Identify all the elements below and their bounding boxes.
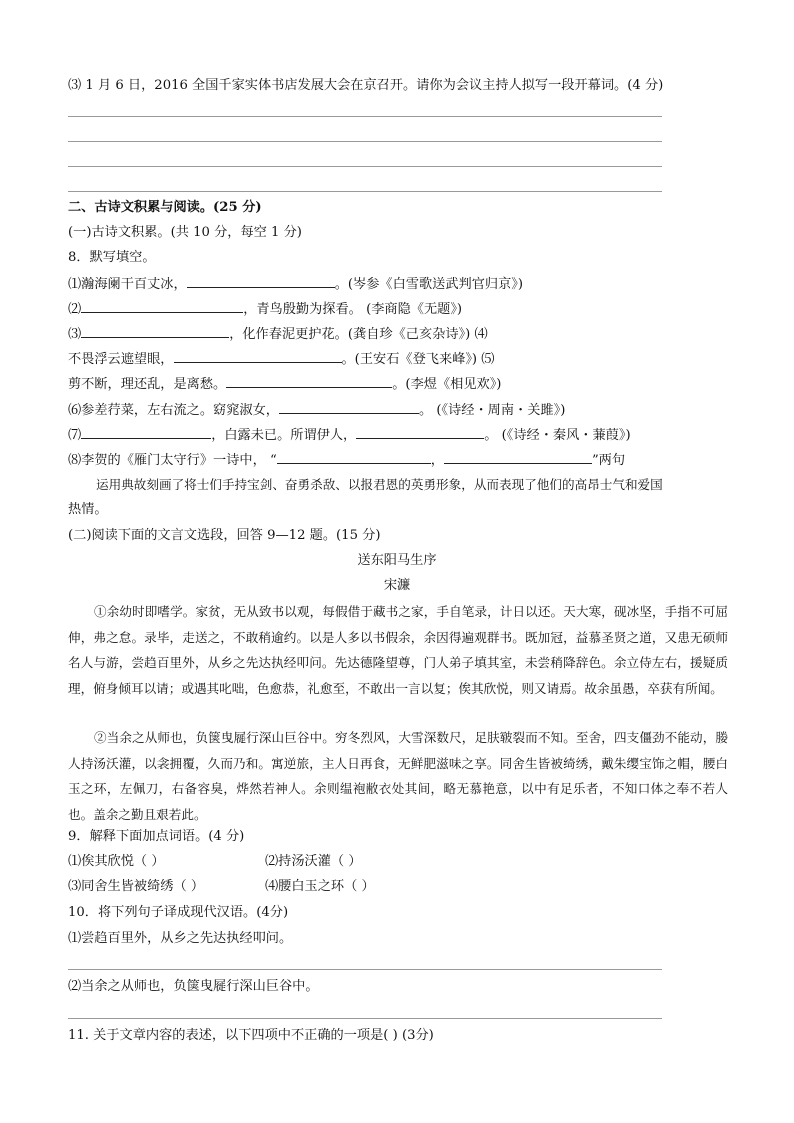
passage-paragraph-1: ①余幼时即嗜学。家贫，无从致书以观，每假借于藏书之家，手自笔录，计日以还。天大寒，砚冰坚，手指不可屈伸，弗之怠。录毕，走送之，不敢稍逾约。以是人多以书假余，余因得遍观群书。既加冠，益慕圣贤之道，又患无硕师名人与游，尝趋百里外，从乡之先达执经叩问。先达德隆望尊，门人弟子填其室，未尝稍降辞色。余立侍左右，援疑质理，俯身倾耳以请；或遇其叱咄，色愈恭，礼愈至，不敢出一言以复；俟其欣悦，则又请焉。故余虽愚，卒获有所闻。 (68, 604, 728, 696)
fill-blank[interactable] (277, 450, 431, 464)
fill-text: ⑵ (68, 302, 82, 317)
part-2-heading: (二)阅读下面的文言文选段，回答 9—12 题。(15 分) (68, 528, 381, 543)
fill-line-4 (68, 349, 494, 370)
question-8-title: 8．默写填空。 (68, 250, 156, 265)
fill-text: 。(王安石《登飞来峰》) ⑸ (341, 352, 495, 367)
section-2-title: 二、古诗文积累与阅读。(25 分) (68, 200, 262, 215)
fill-line-7 (68, 425, 631, 446)
fill-line-6 (68, 400, 565, 421)
question-9-title: 9．解释下面加点词语。(4 分) (68, 829, 245, 844)
fill-text: ⑹参差荇菜，左右流之。窈窕淑女， (68, 403, 279, 418)
answer-line (68, 116, 662, 117)
fill-text: ⑻李贺的《雁门太守行》一诗中， “ (68, 453, 277, 468)
fill-text: 。(岑参《白雪歌送武判官归京》) (334, 277, 524, 292)
fill-text: ， (430, 453, 444, 468)
question-9-item-2: ⑵持汤沃灌（ ） (265, 854, 362, 869)
fill-blank[interactable] (174, 349, 342, 363)
fill-blank[interactable] (81, 324, 229, 338)
fill-line-2 (68, 299, 462, 320)
answer-line (68, 166, 662, 167)
fill-text: ，白露未已。所谓伊人， (211, 428, 357, 443)
fill-line-3 (68, 324, 488, 345)
fill-blank[interactable] (226, 374, 392, 388)
question-3-text: ⑶ 1 月 6 日，2016 全国千家实体书店发展大会在京召开。请你为会议主持人拟写一段开幕词。(4 分) (68, 78, 664, 93)
question-9-item-1: ⑴俟其欣悦（ ） (68, 854, 165, 869)
answer-line (68, 141, 662, 142)
fill-line-9: 运用典故刻画了将士们手持宝剑、奋勇杀敌、以报君恩的英勇形象，从而表现了他们的高昂士气和爱国 (96, 477, 663, 492)
fill-blank[interactable] (356, 425, 484, 439)
fill-text: 剪不断，理还乱，是离愁。 (68, 377, 227, 392)
answer-line (68, 1018, 662, 1019)
fill-text: ⑺ (68, 428, 82, 443)
fill-text: ，青鸟殷勤为探看。 (李商隐《无题》) (243, 302, 463, 317)
fill-blank[interactable] (187, 274, 335, 288)
answer-line (68, 191, 662, 192)
fill-text: ⑴瀚海阑干百丈冰， (68, 277, 187, 292)
question-9-item-4: ⑷腰白玉之环（ ） (265, 879, 375, 894)
passage-paragraph-2: ②当余之从师也，负箧曳屣行深山巨谷中。穷冬烈风，大雪深数尺，足肤皲裂而不知。至舍，四支僵劲不能动，媵人持汤沃灌，以衾拥覆，久而乃和。寓逆旅，主人日再食，无鲜肥滋味之享。同舍生皆被绮绣，戴朱缨宝饰之帽，腰白玉之环，左佩刀，右备容臭，烨然若神人。余则缊袍敝衣处其间，略无慕艳意，以中有足乐者，不知口体之奉不若人也。盖余之勤且艰若此。 (68, 730, 728, 822)
fill-text: 。 (《诗经・秦风・蒹葭》) (484, 428, 631, 443)
fill-blank[interactable] (444, 450, 592, 464)
fill-text: 。 (《诗经・周南・关雎》) (419, 403, 566, 418)
fill-text: ”两句 (591, 453, 626, 468)
fill-line-5 (68, 374, 501, 395)
fill-blank[interactable] (81, 425, 211, 439)
fill-line-1 (68, 274, 523, 295)
answer-line (68, 969, 662, 970)
passage-author: 宋濂 (383, 578, 411, 593)
fill-blank[interactable] (81, 299, 243, 313)
fill-text: ，化作春泥更护花。(龚自珍《己亥杂诗》) ⑷ (229, 327, 488, 342)
fill-text: ⑶ (68, 327, 82, 342)
part-1-heading: (一)古诗文积累。(共 10 分，每空 1 分) (68, 225, 302, 240)
question-10-item-1: ⑴尝趋百里外，从乡之先达执经叩问。 (68, 931, 293, 946)
fill-text: 。(李煜《相见欢》) (392, 377, 502, 392)
question-10-title: 10．将下列句子译成现代汉语。(4分) (68, 905, 289, 920)
question-10-item-2: ⑵当余之从师也，负箧曳屣行深山巨谷中。 (68, 979, 319, 994)
question-9-item-3: ⑶同舍生皆被绮绣（ ） (68, 879, 205, 894)
fill-blank[interactable] (279, 400, 419, 414)
fill-text: 不畏浮云遮望眼， (68, 352, 174, 367)
fill-line-8 (68, 450, 625, 471)
fill-line-10: 热情。 (68, 502, 108, 517)
passage-title: 送东阳马生序 (357, 553, 437, 568)
question-11-title: 11. 关于文章内容的表述，以下四项中不正确的一项是( ) (3分) (68, 1028, 434, 1043)
